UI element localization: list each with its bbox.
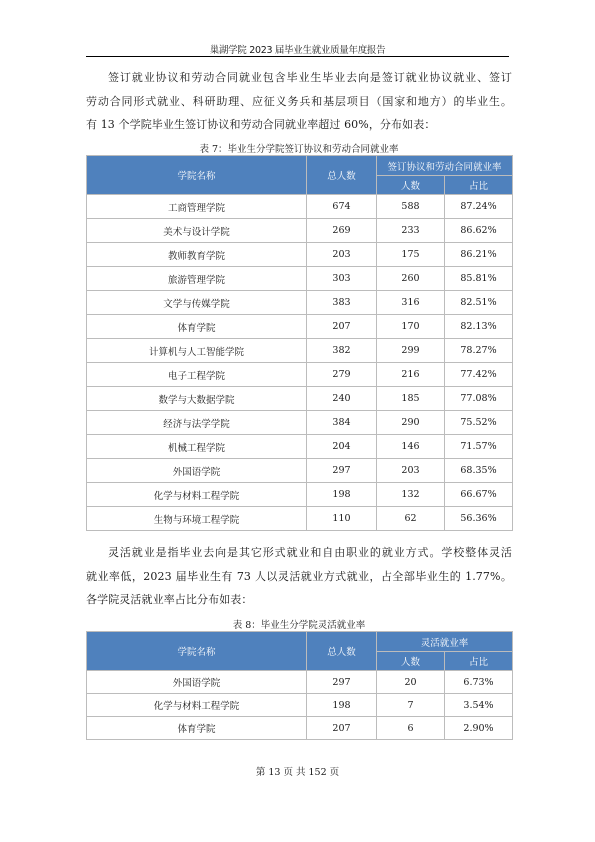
cell-college: 数学与大数据学院 — [87, 387, 307, 411]
cell-college: 外国语学院 — [87, 459, 307, 483]
cell-total: 279 — [307, 363, 377, 387]
cell-ratio: 2.90% — [445, 717, 513, 740]
cell-total: 207 — [307, 717, 377, 740]
cell-college: 教师教育学院 — [87, 243, 307, 267]
paragraph-line: 各学院灵活就业率占比分布如表： — [86, 593, 253, 606]
cell-ratio: 3.54% — [445, 694, 513, 717]
cell-count: 233 — [377, 219, 445, 243]
cell-ratio: 77.42% — [445, 363, 513, 387]
cell-total: 269 — [307, 219, 377, 243]
paragraph-line: 灵活就业是指毕业去向是其它形式就业和自由职业的就业方式。学校整体灵活 — [108, 546, 512, 559]
cell-college: 旅游管理学院 — [87, 267, 307, 291]
header-total: 总人数 — [307, 632, 377, 671]
cell-count: 170 — [377, 315, 445, 339]
cell-ratio: 71.57% — [445, 435, 513, 459]
table-row — [87, 315, 513, 339]
table-row — [87, 363, 513, 387]
header-ratio: 占比 — [445, 652, 513, 671]
table-row — [87, 243, 513, 267]
cell-total: 384 — [307, 411, 377, 435]
cell-college: 文学与传媒学院 — [87, 291, 307, 315]
table7-caption: 表 7：毕业生分学院签订协议和劳动合同就业率 — [199, 144, 399, 155]
cell-total: 303 — [307, 267, 377, 291]
cell-ratio: 56.36% — [445, 507, 513, 531]
cell-ratio: 87.24% — [445, 195, 513, 219]
table-row — [87, 717, 513, 740]
table-row — [87, 483, 513, 507]
cell-count: 20 — [377, 671, 445, 694]
header-group: 灵活就业率 — [377, 632, 513, 652]
cell-total: 297 — [307, 671, 377, 694]
cell-ratio: 86.62% — [445, 219, 513, 243]
cell-count: 260 — [377, 267, 445, 291]
cell-ratio: 77.08% — [445, 387, 513, 411]
cell-count: 132 — [377, 483, 445, 507]
table7-contract-employment-rate — [86, 155, 513, 531]
page-number: 第 13 页 共 152 页 — [255, 767, 340, 778]
cell-college: 计算机与人工智能学院 — [87, 339, 307, 363]
paragraph-line: 就业率低，2023 届毕业生有 73 人以灵活就业方式就业，占全部毕业生的 1.77%。 — [86, 569, 512, 583]
header-total: 总人数 — [307, 156, 377, 195]
cell-total: 204 — [307, 435, 377, 459]
cell-count: 146 — [377, 435, 445, 459]
table-row — [87, 411, 513, 435]
cell-total: 240 — [307, 387, 377, 411]
table-row — [87, 195, 513, 219]
page-header-title: 巢湖学院 2023 届毕业生就业质量年度报告 — [209, 45, 386, 56]
cell-count: 185 — [377, 387, 445, 411]
cell-count: 6 — [377, 717, 445, 740]
cell-count: 299 — [377, 339, 445, 363]
cell-college: 体育学院 — [87, 717, 307, 740]
cell-count: 175 — [377, 243, 445, 267]
cell-total: 207 — [307, 315, 377, 339]
cell-total: 674 — [307, 195, 377, 219]
cell-ratio: 85.81% — [445, 267, 513, 291]
cell-count: 62 — [377, 507, 445, 531]
cell-ratio: 82.51% — [445, 291, 513, 315]
table-row — [87, 339, 513, 363]
cell-count: 216 — [377, 363, 445, 387]
table-row — [87, 291, 513, 315]
cell-college: 机械工程学院 — [87, 435, 307, 459]
table-row — [87, 694, 513, 717]
table-row — [87, 435, 513, 459]
table-row — [87, 267, 513, 291]
header-count: 人数 — [377, 176, 445, 195]
cell-college: 生物与环境工程学院 — [87, 507, 307, 531]
cell-count: 203 — [377, 459, 445, 483]
header-college: 学院名称 — [87, 156, 307, 195]
paragraph-line: 签订就业协议和劳动合同就业包含毕业生毕业去向是签订就业协议就业、签订 — [108, 71, 512, 84]
cell-ratio: 82.13% — [445, 315, 513, 339]
header-college: 学院名称 — [87, 632, 307, 671]
cell-count: 316 — [377, 291, 445, 315]
paragraph-line: 劳动合同形式就业、科研助理、应征义务兵和基层项目（国家和地方）的毕业生。 — [86, 94, 512, 108]
cell-total: 198 — [307, 483, 377, 507]
cell-college: 电子工程学院 — [87, 363, 307, 387]
cell-total: 297 — [307, 459, 377, 483]
cell-college: 化学与材料工程学院 — [87, 483, 307, 507]
cell-college: 经济与法学学院 — [87, 411, 307, 435]
cell-ratio: 6.73% — [445, 671, 513, 694]
header-divider — [86, 56, 509, 57]
cell-college: 外国语学院 — [87, 671, 307, 694]
cell-ratio: 86.21% — [445, 243, 513, 267]
table8-caption: 表 8：毕业生分学院灵活就业率 — [232, 620, 366, 631]
table8-flexible-employment-rate — [86, 631, 513, 740]
cell-count: 290 — [377, 411, 445, 435]
cell-total: 110 — [307, 507, 377, 531]
cell-ratio: 75.52% — [445, 411, 513, 435]
table-row — [87, 459, 513, 483]
cell-ratio: 68.35% — [445, 459, 513, 483]
paragraph-flexible-employment — [86, 541, 512, 612]
header-ratio: 占比 — [445, 176, 513, 195]
paragraph-contract-employment — [86, 66, 512, 137]
cell-college: 工商管理学院 — [87, 195, 307, 219]
table-row — [87, 671, 513, 694]
cell-total: 382 — [307, 339, 377, 363]
paragraph-line: 有 13 个学院毕业生签订协议和劳动合同就业率超过 60%，分布如表： — [86, 118, 436, 131]
cell-count: 588 — [377, 195, 445, 219]
cell-ratio: 66.67% — [445, 483, 513, 507]
table-row — [87, 387, 513, 411]
header-group: 签订协议和劳动合同就业率 — [377, 156, 513, 176]
cell-total: 198 — [307, 694, 377, 717]
cell-college: 化学与材料工程学院 — [87, 694, 307, 717]
cell-count: 7 — [377, 694, 445, 717]
table-row — [87, 507, 513, 531]
cell-college: 美术与设计学院 — [87, 219, 307, 243]
table-row — [87, 219, 513, 243]
cell-college: 体育学院 — [87, 315, 307, 339]
cell-total: 203 — [307, 243, 377, 267]
cell-ratio: 78.27% — [445, 339, 513, 363]
cell-total: 383 — [307, 291, 377, 315]
header-count: 人数 — [377, 652, 445, 671]
